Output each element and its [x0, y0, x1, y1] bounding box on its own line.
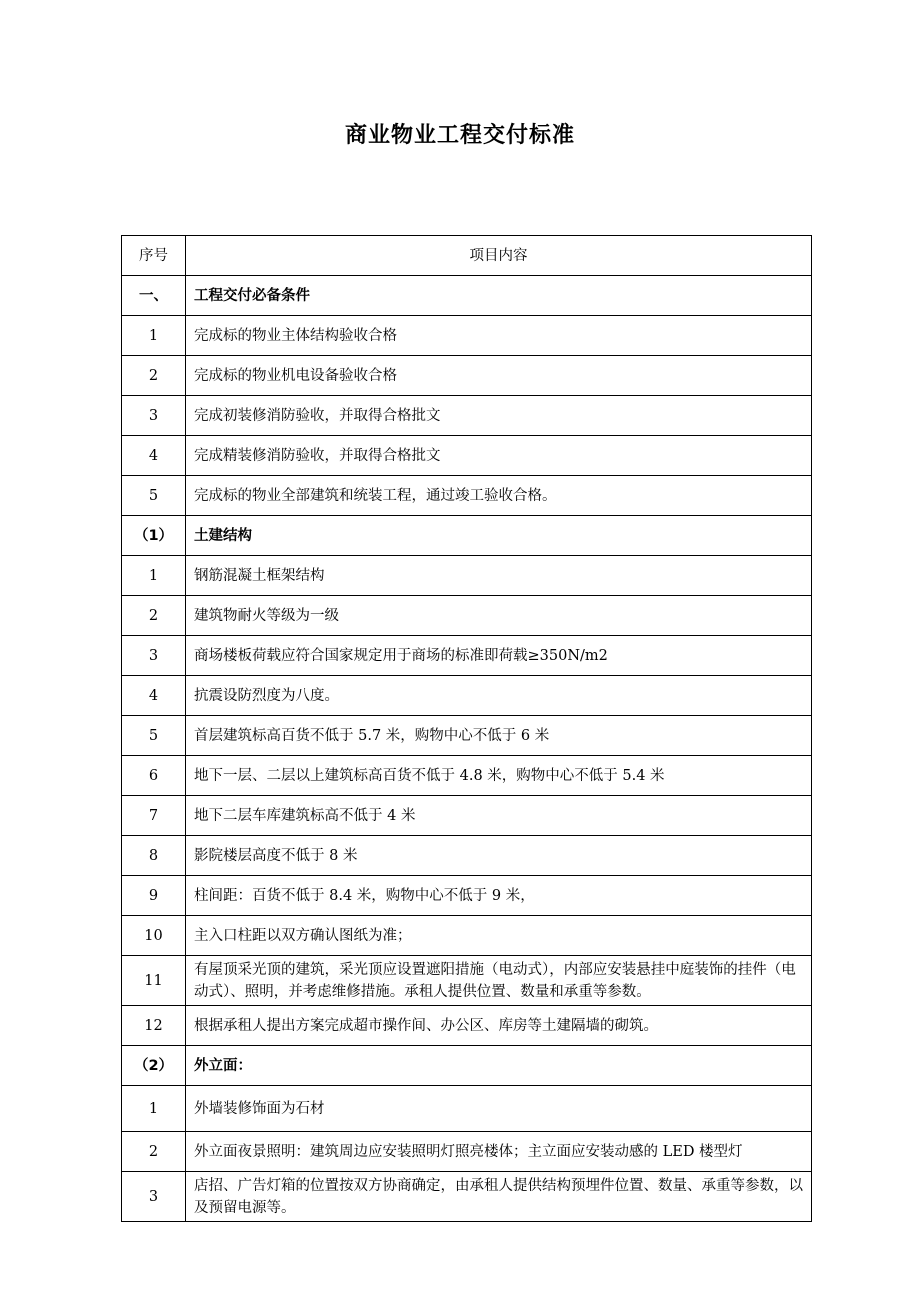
- row-number: 2: [122, 356, 186, 396]
- row-number: 7: [122, 796, 186, 836]
- row-number: （2）: [122, 1046, 186, 1086]
- row-number: （1）: [122, 516, 186, 556]
- section-row: [122, 516, 812, 556]
- table-row: [122, 596, 812, 636]
- table-row: [122, 636, 812, 676]
- row-number: 4: [122, 676, 186, 716]
- row-text: 完成初装修消防验收，并取得合格批文: [186, 396, 812, 436]
- row-number: 11: [122, 956, 186, 1006]
- row-text: 首层建筑标高百货不低于 5.7 米，购物中心不低于 6 米: [186, 716, 812, 756]
- table-row: [122, 876, 812, 916]
- section-row: [122, 276, 812, 316]
- section-row: [122, 1046, 812, 1086]
- row-number: 5: [122, 476, 186, 516]
- row-text: 完成标的物业全部建筑和统装工程，通过竣工验收合格。: [186, 476, 812, 516]
- row-text: 店招、广告灯箱的位置按双方协商确定，由承租人提供结构预埋件位置、数量、承重等参数，以及预留电源等。: [186, 1172, 812, 1222]
- table-row: [122, 396, 812, 436]
- row-number: 3: [122, 636, 186, 676]
- row-number: 4: [122, 436, 186, 476]
- row-text: 外立面夜景照明：建筑周边应安装照明灯照亮楼体；主立面应安装动感的 LED 楼型灯: [186, 1132, 812, 1172]
- row-text: 完成标的物业主体结构验收合格: [186, 316, 812, 356]
- row-number: 1: [122, 1086, 186, 1132]
- row-text: 外立面：: [186, 1046, 812, 1086]
- table-row: [122, 676, 812, 716]
- row-number: 8: [122, 836, 186, 876]
- row-text: 商场楼板荷载应符合国家规定用于商场的标准即荷载≥350N/m2: [186, 636, 812, 676]
- row-text: 地下一层、二层以上建筑标高百货不低于 4.8 米，购物中心不低于 5.4 米: [186, 756, 812, 796]
- row-number: 10: [122, 916, 186, 956]
- row-text: 钢筋混凝土框架结构: [186, 556, 812, 596]
- table-header-row: [122, 236, 812, 276]
- row-text: 抗震设防烈度为八度。: [186, 676, 812, 716]
- delivery-standard-table: [121, 235, 812, 1222]
- row-text: 影院楼层高度不低于 8 米: [186, 836, 812, 876]
- row-text: 有屋顶采光顶的建筑，采光顶应设置遮阳措施（电动式），内部应安装悬挂中庭装饰的挂件（电动式）、照明，并考虑维修措施。承租人提供位置、数量和承重等参数。: [186, 956, 812, 1006]
- table-row: [122, 716, 812, 756]
- row-number: 12: [122, 1006, 186, 1046]
- row-text: 主入口柱距以双方确认图纸为准；: [186, 916, 812, 956]
- row-number: 9: [122, 876, 186, 916]
- row-number: 1: [122, 556, 186, 596]
- table-row: [122, 356, 812, 396]
- table-row: [122, 796, 812, 836]
- table-row: [122, 1132, 812, 1172]
- document-title: 商业物业工程交付标准: [344, 123, 575, 148]
- table-row: [122, 1086, 812, 1132]
- row-number: 一、: [122, 276, 186, 316]
- table-row: [122, 956, 812, 1006]
- row-number: 1: [122, 316, 186, 356]
- row-text: 建筑物耐火等级为一级: [186, 596, 812, 636]
- row-text: 根据承租人提出方案完成超市操作间、办公区、库房等土建隔墙的砌筑。: [186, 1006, 812, 1046]
- row-number: 3: [122, 1172, 186, 1222]
- row-text: 完成精装修消防验收，并取得合格批文: [186, 436, 812, 476]
- row-text: 外墙装修饰面为石材: [186, 1086, 812, 1132]
- table-row: [122, 1172, 812, 1222]
- row-number: 6: [122, 756, 186, 796]
- row-number: 5: [122, 716, 186, 756]
- header-content: 项目内容: [186, 236, 812, 276]
- table-row: [122, 316, 812, 356]
- header-no: 序号: [122, 236, 186, 276]
- row-number: 2: [122, 596, 186, 636]
- table-row: [122, 916, 812, 956]
- row-text: 柱间距：百货不低于 8.4 米，购物中心不低于 9 米，: [186, 876, 812, 916]
- row-number: 3: [122, 396, 186, 436]
- table-row: [122, 556, 812, 596]
- table-row: [122, 436, 812, 476]
- row-text: 土建结构: [186, 516, 812, 556]
- row-text: 完成标的物业机电设备验收合格: [186, 356, 812, 396]
- row-number: 2: [122, 1132, 186, 1172]
- table-row: [122, 1006, 812, 1046]
- row-text: 工程交付必备条件: [186, 276, 812, 316]
- row-text: 地下二层车库建筑标高不低于 4 米: [186, 796, 812, 836]
- table-row: [122, 836, 812, 876]
- table-row: [122, 756, 812, 796]
- table-row: [122, 476, 812, 516]
